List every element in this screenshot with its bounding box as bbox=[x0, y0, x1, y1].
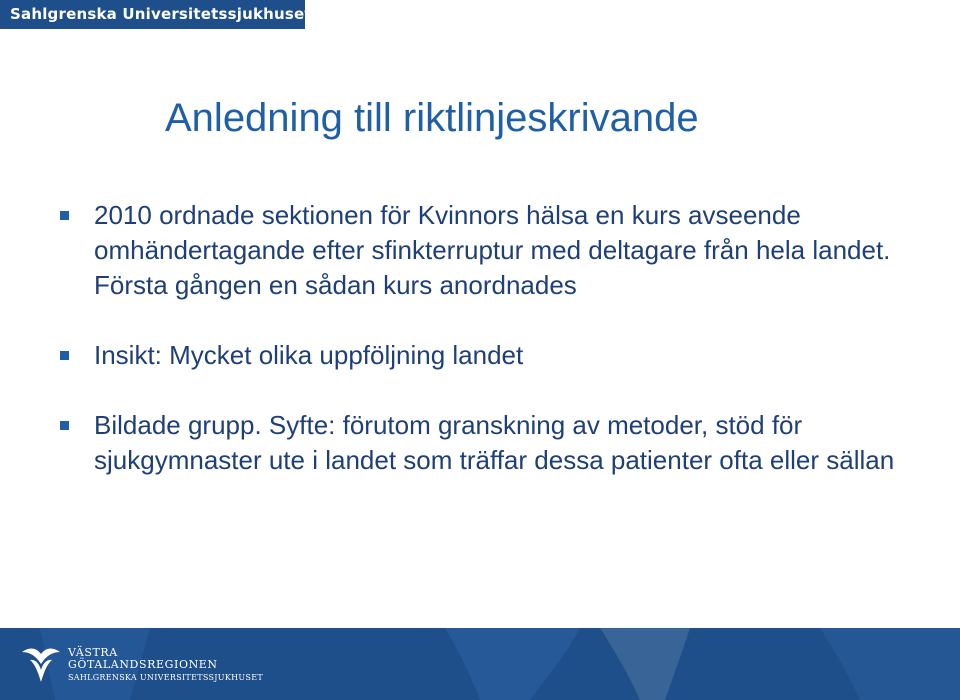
bullet-item bbox=[58, 408, 918, 478]
bullet-item bbox=[58, 338, 918, 373]
bullet-square-icon bbox=[60, 421, 69, 430]
bullet-text: 2010 ordnade sektionen för Kvinnors hälsa en kurs avseende omhändertagande efter sfinkterruptur med deltagare från hela landet. Första gången en sådan kurs anordnades bbox=[94, 200, 891, 300]
bullet-list bbox=[58, 198, 918, 478]
bullet-text: Insikt: Mycket olika uppföljning landet bbox=[94, 340, 524, 370]
logo-line-region: GÖTALANDSREGIONEN bbox=[68, 658, 218, 671]
footer-bar bbox=[0, 628, 960, 700]
bullet-text: Bildade grupp. Syfte: förutom granskning av metoder, stöd för sjukgymnaster ute i landet som träffar dessa patienter ofta eller sällan bbox=[94, 410, 895, 475]
bullet-square-icon bbox=[60, 351, 69, 360]
slide-title: Anledning till riktlinjeskrivande bbox=[165, 96, 699, 140]
logo-line-hospital: SAHLGRENSKA UNIVERSITETSSJUKHUSET bbox=[68, 673, 263, 682]
logo-text bbox=[68, 647, 263, 684]
organization-name: Sahlgrenska Universitetssjukhuset bbox=[10, 5, 312, 23]
header-bar bbox=[0, 0, 312, 29]
vgr-logo-icon bbox=[20, 644, 62, 684]
bullet-item bbox=[58, 198, 918, 303]
bullet-square-icon bbox=[60, 211, 69, 220]
logo-line-vastra: VÄSTRA bbox=[68, 646, 118, 659]
